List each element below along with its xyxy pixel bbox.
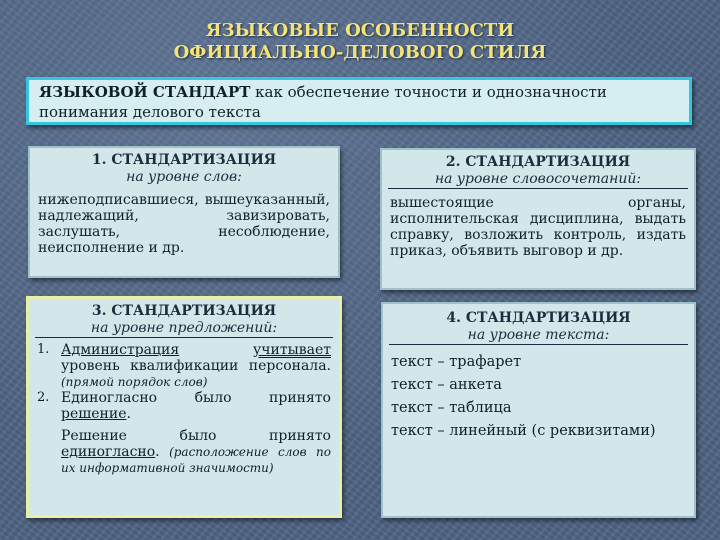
para-text: Решение было принято [61,428,331,444]
example-word: решение [61,406,127,422]
list-item [37,390,331,422]
example-paragraph [29,428,339,476]
title-line-2: ОФИЦИАЛЬНО-ДЕЛОВОГО СТИЛЯ [173,42,547,63]
language-standard-banner [26,77,692,125]
para-word: единогласно [61,444,156,460]
card-body: нижеподписавшиеся, вышеуказанный, надлежащий, завизировать, заслушать, несоблюдение, неисполнение и др. [38,192,330,256]
card-sentence-level [26,296,342,518]
card-subtitle: на уровне текста: [467,327,610,343]
list-item: текст – таблица [391,400,512,416]
example-text: Единогласно было принято [61,390,331,406]
card-body: вышестоящие органы, исполнительская дисциплина, выдать справку, возложить контроль, издать приказ, объявить выговор и др. [390,195,686,259]
card-body [383,345,694,449]
example-list [29,342,339,422]
card-title: 1. СТАНДАРТИЗАЦИЯ [91,152,277,168]
list-item-number: 2. [37,390,50,405]
slide-title [0,20,720,64]
card-header [29,299,339,337]
card-title: 4. СТАНДАРТИЗАЦИЯ [446,310,631,326]
card-subtitle: на уровне словосочетаний: [434,171,642,187]
list-item: текст – анкета [391,377,502,393]
card-text-level [381,302,696,518]
banner-text: как обеспечение точности и однозначности понимания делового текста [39,83,607,121]
list-item: текст – линейный (с реквизитами) [391,423,656,439]
banner-bold-term: ЯЗЫКОВОЙ СТАНДАРТ [39,83,251,101]
list-item: текст – трафарет [391,354,522,370]
card-divider [35,337,333,338]
card-phrase-level [380,148,696,290]
card-title: 3. СТАНДАРТИЗАЦИЯ [91,303,277,319]
card-header [30,148,338,186]
title-line-1: ЯЗЫКОВЫЕ ОСОБЕННОСТИ [205,20,515,41]
example-note: (прямой порядок слов) [61,375,208,389]
card-title: 2. СТАНДАРТИЗАЦИЯ [445,154,631,170]
para-note: (расположение слов по их информативной значимости) [61,445,331,475]
card-divider [388,188,688,189]
card-header [383,304,694,344]
para-end: . [155,444,160,460]
example-subject: Администрация [61,342,180,358]
card-word-level [28,146,340,278]
card-subtitle: на уровне слов: [126,169,242,185]
list-item-number: 1. [37,342,50,357]
card-header [382,150,694,188]
example-rest: уровень квалификации персонала. [61,358,331,374]
list-item [37,342,331,390]
example-verb: учитывает [253,342,331,358]
card-subtitle: на уровне предложений: [90,320,278,336]
example-end: . [126,406,131,422]
